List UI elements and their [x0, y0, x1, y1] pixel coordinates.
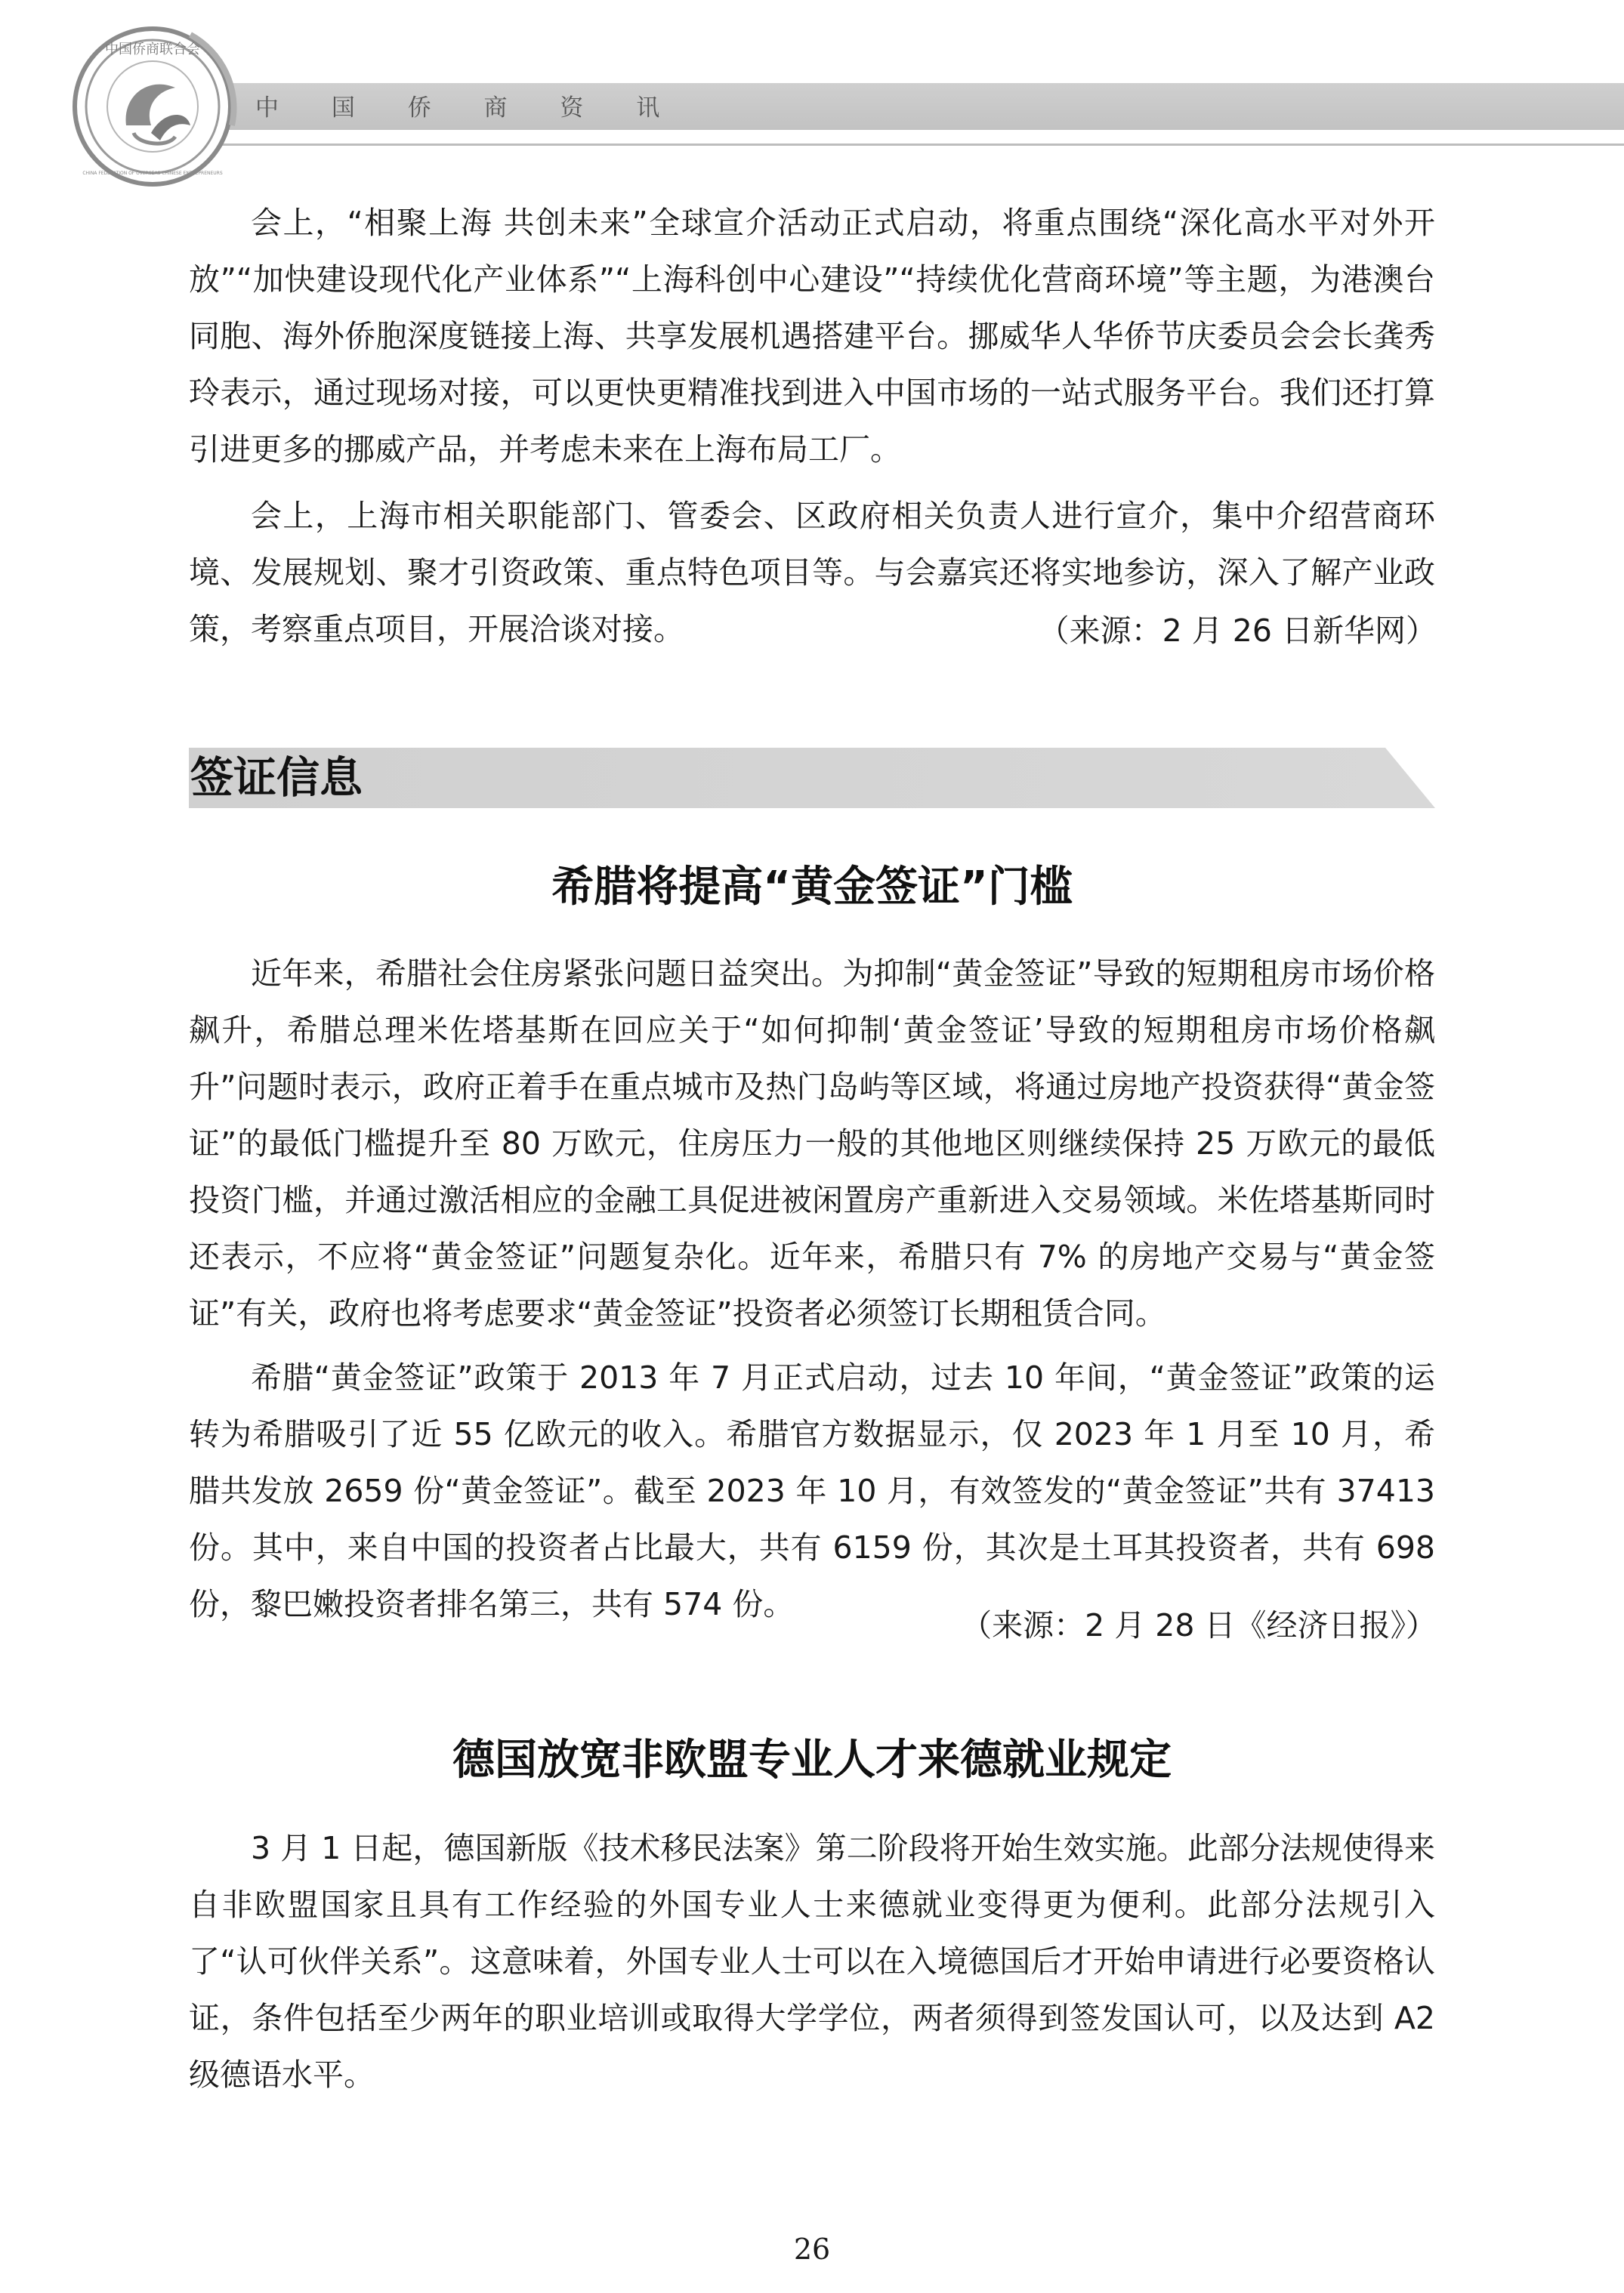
- page-number: 26: [793, 2233, 831, 2266]
- logo-text: 中国侨商联合会: [105, 42, 200, 57]
- intro-source: （来源：2 月 26 日新华网）: [1038, 613, 1437, 649]
- intro-paragraph-2: 会上，上海市相关职能部门、管委会、区政府相关负责人进行宣介，集中介绍营商环境、发展规划、聚才引资政策、重点特色项目等。与会嘉宾还将实地参访，深入了解产业政策，考察重点项目，开展洽谈对接。: [189, 498, 1435, 647]
- logo-subtext: CHINA FEDERATION OF OVERSEAS CHINESE ENTREPRENEURS: [82, 171, 223, 176]
- article2-paragraph-1: 3 月 1 日起，德国新版《技术移民法案》第二阶段将开始生效实施。此部分法规使得来自非欧盟国家且具有工作经验的外国专业人士来德就业变得更为便利。此部分法规引入了“认可伙伴关系”。这意味着，外国专业人士可以在入境德国后才开始申请进行必要资格认证，条件包括至少两年的职业培训或取得大学学位，两者须得到签发国认可，以及达到 A2 级德语水平。: [189, 1830, 1435, 2093]
- article1-paragraph-2: 希腊“黄金签证”政策于 2013 年 7 月正式启动，过去 10 年间，“黄金签证”政策的运转为希腊吸引了近 55 亿欧元的收入。希腊官方数据显示，仅 2023 年 1 月至 10 月，希腊共发放 2659 份“黄金签证”。截至 2023 年 10 月，有效签发的“黄金签证”共有 37413 份。其中，来自中国的投资者占比最大，共有 6159 份，其次是土耳其投资者，共有 698 份，黎巴嫩投资者排名第三，共有 574 份。: [189, 1359, 1435, 1622]
- logo-emblem: [62, 12, 243, 193]
- intro-paragraph-1: 会上，“相聚上海 共创未来”全球宣介活动正式启动，将重点围绕“深化高水平对外开放”“加快建设现代化产业体系”“上海科创中心建设”“持续优化营商环境”等主题，为港澳台同胞、海外侨胞深度链接上海、共享发展机遇搭建平台。挪威华人华侨节庆委员会会长龚秀玲表示，通过现场对接，可以更快更精准找到进入中国市场的一站式服务平台。我们还打算引进更多的挪威产品，并考虑未来在上海布局工厂。: [189, 205, 1435, 468]
- header-rule: [198, 144, 1624, 146]
- article1-paragraph-1: 近年来，希腊社会住房紧张问题日益突出。为抑制“黄金签证”导致的短期租房市场价格飙升，希腊总理米佐塔基斯在回应关于“如何抑制‘黄金签证’导致的短期租房市场价格飙升”问题时表示，政府正着手在重点城市及热门岛屿等区域，将通过房地产投资获得“黄金签证”的最低门槛提升至 80 万欧元，住房压力一般的其他地区则继续保持 25 万欧元的最低投资门槛，并通过激活相应的金融工具促进被闲置房产重新进入交易领域。米佐塔基斯同时还表示，不应将“黄金签证”问题复杂化。近年来，希腊只有 7% 的房地产交易与“黄金签证”有关，政府也将考虑要求“黄金签证”投资者必须签订长期租赁合同。: [189, 955, 1435, 1332]
- article-title-germany: 德国放宽非欧盟专业人才来德就业规定: [452, 1736, 1172, 1785]
- section-band: [189, 748, 1435, 808]
- article1-source: （来源：2 月 28 日《经济日报》）: [961, 1607, 1437, 1643]
- section-title: 签证信息: [190, 752, 363, 803]
- article-title-greece: 希腊将提高“黄金签证”门槛: [551, 863, 1073, 912]
- header-title: 中 国 侨 商 资 讯: [255, 94, 683, 122]
